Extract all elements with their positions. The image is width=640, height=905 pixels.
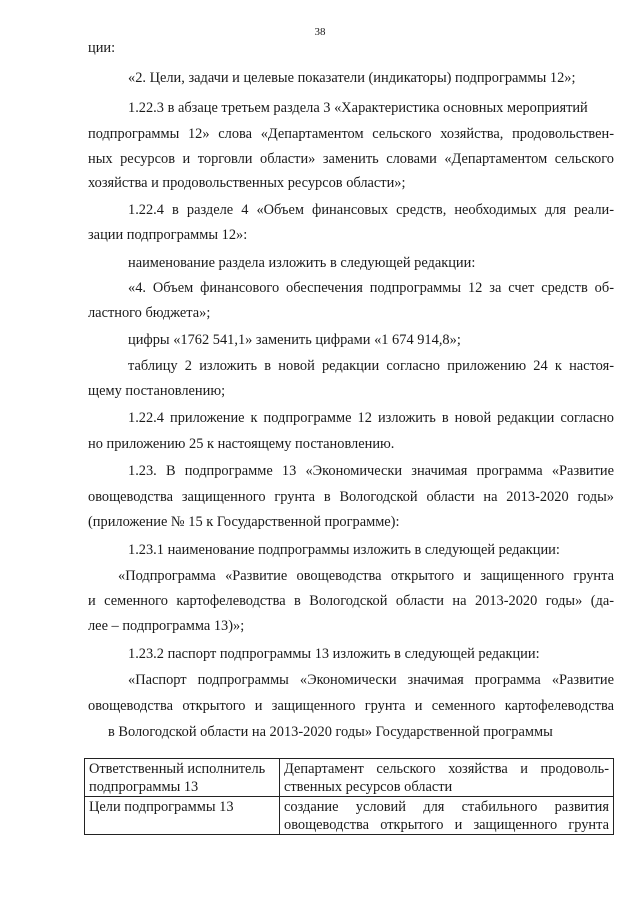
cell-text: Департамент сельского хозяйства и продоволь- <box>284 761 609 777</box>
cell-text: подпрограммы 13 <box>89 779 199 795</box>
cell-text: Цели подпрограммы 13 <box>89 799 234 815</box>
text-line: 1.22.4 приложение к подпрограмме 12 изложить в новой редакции согласно <box>128 410 614 426</box>
table-cell-label <box>85 759 280 797</box>
text-line: наименование раздела изложить в следующей редакции: <box>128 255 476 271</box>
text-line: но приложению 25 к настоящему постановлению. <box>88 436 395 452</box>
text-line: ции: <box>88 40 116 56</box>
text-line: 1.23. В подпрограмме 13 «Экономически значимая программа «Развитие <box>128 463 614 479</box>
text-line: и семенного картофелеводства в Вологодской области на 2013-2020 годы» (да- <box>88 593 614 609</box>
cell-text: создание условий для стабильного развития <box>284 799 609 815</box>
text-line: подпрограммы 12» слова «Департаментом сельского хозяйства, продовольствен- <box>88 126 614 142</box>
table-row <box>85 759 614 797</box>
text-line: 1.23.2 паспорт подпрограммы 13 изложить в следующей редакции: <box>128 646 540 662</box>
text-line: «4. Объем финансового обеспечения подпрограммы 12 за счет средств об- <box>128 280 614 296</box>
text-line: зации подпрограммы 12»: <box>88 227 248 243</box>
text-line: щему постановлению; <box>88 383 226 399</box>
cell-text: Ответственный исполнитель <box>89 761 266 777</box>
text-line: ных ресурсов и торговли области» заменить словами «Департаментом сельского <box>88 151 614 167</box>
text-line: лее – подпрограмма 13)»; <box>88 618 245 634</box>
table-row <box>85 797 614 835</box>
text-line: 1.23.1 наименование подпрограммы изложить в следующей редакции: <box>128 542 560 558</box>
text-line: цифры «1762 541,1» заменить цифрами «1 674 914,8»; <box>128 332 461 348</box>
table-cell-label <box>85 797 280 835</box>
text-line: овощеводства защищенного грунта в Вологодской области на 2013-2020 годы» <box>88 489 614 505</box>
cell-text: овощеводства открытого и защищенного грунта <box>284 817 609 833</box>
text-line: в Вологодской области на 2013-2020 годы» Государственной программы <box>108 724 553 740</box>
text-line: (приложение № 15 к Государственной программе): <box>88 514 400 530</box>
text-line: «Подпрограмма «Развитие овощеводства открытого и защищенного грунта <box>118 568 614 584</box>
text-line: таблицу 2 изложить в новой редакции согласно приложению 24 к настоя- <box>128 358 614 374</box>
text-line: «2. Цели, задачи и целевые показатели (индикаторы) подпрограммы 12»; <box>128 70 576 86</box>
text-line: «Паспорт подпрограммы «Экономически значимая программа «Развитие <box>128 672 614 688</box>
table-cell-value <box>280 797 614 835</box>
text-line: ластного бюджета»; <box>88 305 211 321</box>
passport-table <box>84 758 614 835</box>
table-cell-value <box>280 759 614 797</box>
cell-text: ственных ресурсов области <box>284 779 453 795</box>
page-number: 38 <box>314 26 326 38</box>
text-line: овощеводства открытого и защищенного грунта и семенного картофелеводства <box>88 698 614 714</box>
text-line: 1.22.4 в разделе 4 «Объем финансовых средств, необходимых для реали- <box>128 202 614 218</box>
text-line: 1.22.3 в абзаце третьем раздела 3 «Характеристика основных мероприятий <box>128 100 588 116</box>
text-line: хозяйства и продовольственных ресурсов области»; <box>88 175 406 191</box>
